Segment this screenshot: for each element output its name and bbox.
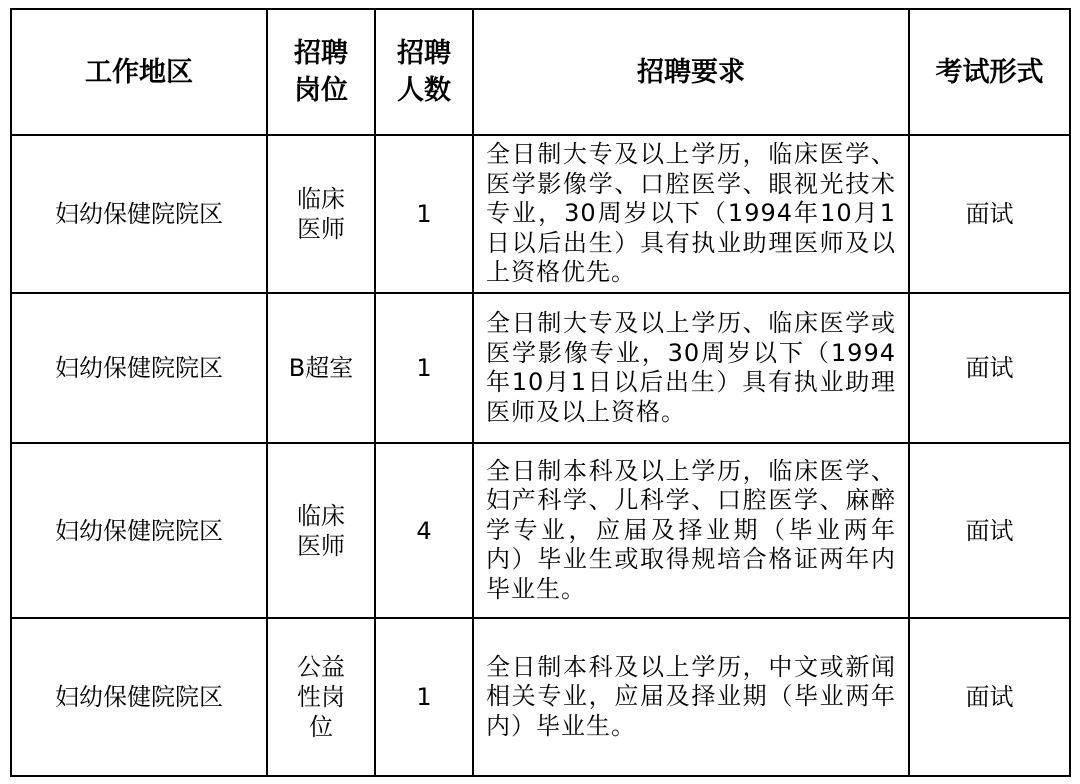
cell-exam: 面试 [909,618,1070,776]
cell-position [267,135,375,293]
cell-area: 妇幼保健院院区 [11,443,267,618]
cell-exam: 面试 [909,135,1070,293]
cell-requirement: 全日制本科及以上学历，临床医学、妇产科学、儿科学、口腔医学、麻醉学专业，应届及择业期（毕业两年内）毕业生或取得规培合格证两年内毕业生。 [473,443,909,618]
cell-requirement: 全日制大专及以上学历、临床医学或医学影像专业，30周岁以下（1994年10月1日以后出生）具有执业助理医师及以上资格。 [473,293,909,443]
recruitment-table-wrapper [10,8,1071,777]
header-count [375,9,473,135]
header-position-text: 招聘岗位 [294,38,348,106]
cell-count: 1 [375,293,473,443]
cell-area: 妇幼保健院院区 [11,618,267,776]
cell-count: 4 [375,443,473,618]
cell-position: B超室 [267,293,375,443]
recruitment-table [10,8,1071,777]
table-row [11,618,1070,776]
cell-count: 1 [375,135,473,293]
cell-area: 妇幼保健院院区 [11,135,267,293]
header-exam: 考试形式 [909,9,1070,135]
cell-position [267,443,375,618]
header-requirement: 招聘要求 [473,9,909,135]
cell-requirement: 全日制大专及以上学历，临床医学、医学影像学、口腔医学、眼视光技术专业，30周岁以下（1994年10月1日以后出生）具有执业助理医师及以上资格优先。 [473,135,909,293]
table-row [11,135,1070,293]
cell-exam: 面试 [909,293,1070,443]
cell-area: 妇幼保健院院区 [11,293,267,443]
cell-exam: 面试 [909,443,1070,618]
cell-position-text: 临床医师 [297,501,345,560]
cell-requirement: 全日制本科及以上学历，中文或新闻相关专业，应届及择业期（毕业两年内）毕业生。 [473,618,909,776]
cell-count: 1 [375,618,473,776]
cell-position [267,618,375,776]
cell-position-text: 临床医师 [297,185,345,243]
header-area: 工作地区 [11,9,267,135]
table-row [11,293,1070,443]
header-count-text: 招聘人数 [397,38,451,106]
cell-position-text: 公益性岗位 [297,653,345,741]
table-header-row [11,9,1070,135]
header-position [267,9,375,135]
table-row [11,443,1070,618]
